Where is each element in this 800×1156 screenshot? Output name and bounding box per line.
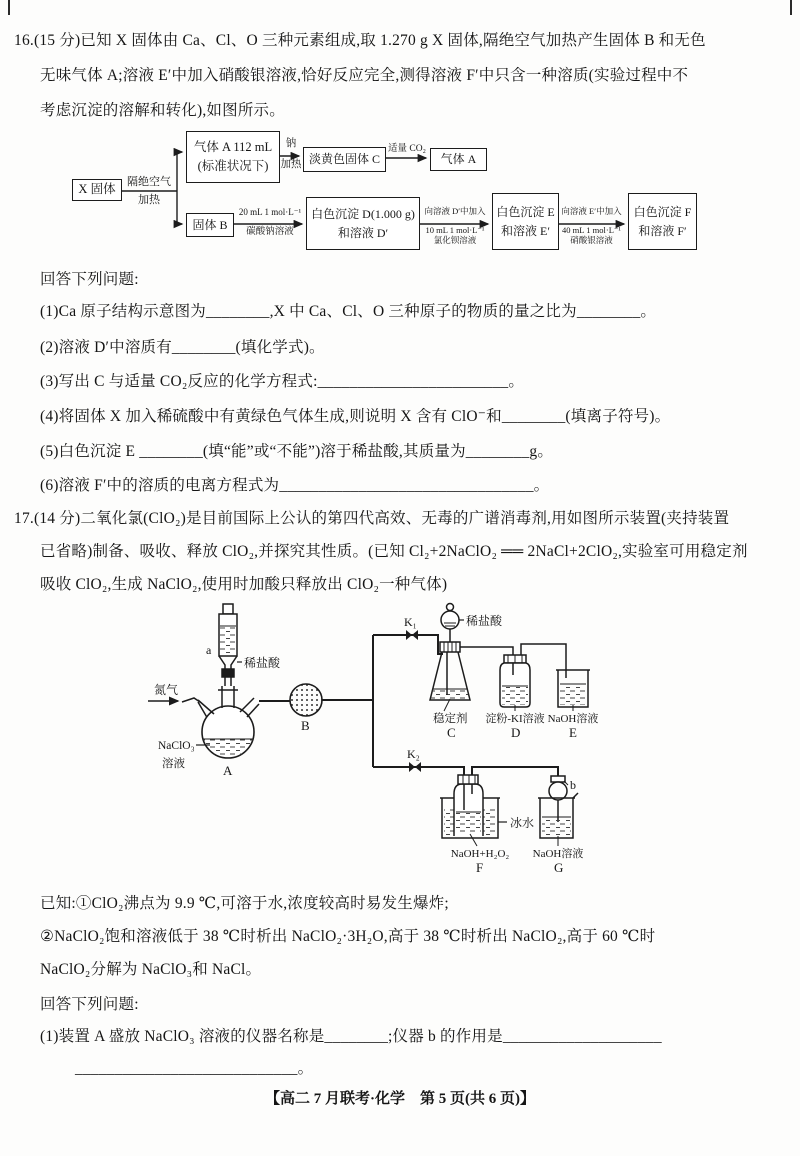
stabilizer-label: 稳定剂 <box>433 713 468 725</box>
flow-f-line2: 和溶液 F′ <box>638 223 687 238</box>
beaker-e-shape <box>556 670 590 707</box>
q16-prompt: 回答下列问题: <box>40 271 139 288</box>
q16-line-2: 无味气体 A;溶液 E′中加入硝酸银溶液,恰好反应完全,测得溶液 F′中只含一种溶质(实验过程中不 <box>40 67 689 84</box>
q16-line-3: 考虑沉淀的溶解和转化),如图所示。 <box>40 102 285 119</box>
q17-apparatus-figure <box>130 598 700 888</box>
q17-line-3: 吸收 ClO₂,生成 NaClO₂,使用时加酸只释放出 ClO₂一种气体) <box>40 576 448 593</box>
drying-ball-b-shape <box>290 684 322 716</box>
q16-line-1: 16.(15 分)已知 X 固体由 Ca、Cl、O 三种元素组成,取 1.270 g X 固体,隔绝空气加热产生固体 B 和无色 <box>14 32 706 49</box>
flow-cond-ba-1: 向溶液 D′中加入 <box>424 206 486 216</box>
flow-gas-a-line1: 气体 A 112 mL <box>193 139 273 154</box>
naclo3-label-2: 溶液 <box>162 758 185 770</box>
q16-question-3: (3)写出 C 与适量 CO₂反应的化学方程式:________________________。 <box>40 373 525 390</box>
flow-box-x-solid: X 固体 <box>72 179 122 201</box>
q16-question-4: (4)将固体 X 加入稀硫酸中有黄绿色气体生成,则说明 X 含有 ClO⁻和________(填离子符号)。 <box>40 408 671 425</box>
q17-known-3: NaClO₂分解为 NaClO₃和 NaCl。 <box>40 961 262 978</box>
flow-cond-heat: 加热 <box>138 194 160 206</box>
bulb-b-label: b <box>570 778 576 792</box>
flow-f-line1: 白色沉淀 F <box>633 204 692 219</box>
letter-f: F <box>476 860 484 875</box>
letter-d: D <box>511 725 521 740</box>
q16-question-1: (1)Ca 原子结构示意图为________,X 中 Ca、Cl、O 三种原子的物质的量之比为________。 <box>40 303 657 320</box>
page-footer: 【高二 7 月联考·化学 第 5 页(共 6 页)】 <box>265 1091 535 1107</box>
q17-line-2: 已省略)制备、吸收、释放 ClO₂,并探究其性质。(已知 Cl₂+2NaClO₂ ══ 2NaCl+2ClO₂,实验室可用稳定剂 <box>40 543 748 560</box>
flow-cond-soda-1: 20 mL 1 mol·L⁻¹ <box>238 207 302 217</box>
hcl-label-c: 稀盐酸 <box>466 614 503 628</box>
naoh-g-label: NaOH溶液 <box>532 848 584 860</box>
flow-cond-co2: 适量 CO₂ <box>388 144 426 154</box>
flow-cond-ba-2: 10 mL 1 mol·L⁻¹ <box>425 225 485 235</box>
flow-cond-na: 钠 <box>285 138 297 149</box>
flask-a-shape <box>198 686 259 759</box>
q17-prompt: 回答下列问题: <box>40 996 139 1013</box>
valve-k2-icon <box>409 762 421 772</box>
scan-mark-right <box>790 0 792 15</box>
q17-question-1-line-1: (1)装置 A 盛放 NaClO₃ 溶液的仪器名称是________;仪器 b 的作用是____________________ <box>40 1028 662 1045</box>
q16-question-5: (5)白色沉淀 E ________(填“能”或“不能”)溶于稀盐酸,其质量为________g。 <box>40 443 554 460</box>
flow-cond-ag-3: 硝酸银溶液 <box>570 235 613 245</box>
valve-k1-icon <box>406 630 418 640</box>
ice-water-label: 冰水 <box>510 816 535 830</box>
flow-box-solid-c: 淡黄色固体 C <box>303 147 386 172</box>
funnel-a-label: a <box>206 643 212 657</box>
flow-box-precip-d <box>306 197 420 250</box>
flow-cond-ag-1: 向溶液 E′中加入 <box>561 206 622 216</box>
flow-cond-soda-2: 碳酸钠溶液 <box>246 227 294 237</box>
flow-d-line2: 和溶液 D′ <box>337 225 389 240</box>
q17-line-1: 17.(14 分)二氧化氯(ClO₂)是目前国际上公认的第四代高效、无毒的广谱消毒剂,用如图所示装置(夹持装置 <box>14 510 730 527</box>
ice-bath-f-shape <box>440 775 500 838</box>
naclo3-label-1: NaClO₃ <box>158 740 195 752</box>
flow-box-precip-e <box>492 193 559 250</box>
starch-ki-label: 淀粉-KI溶液 <box>485 713 545 725</box>
flow-cond-na-heat: 加热 <box>280 159 302 170</box>
k2-label: K₂ <box>407 747 420 761</box>
flow-e-line1: 白色沉淀 E <box>496 204 555 219</box>
scan-mark-left <box>8 0 10 15</box>
q17-question-1-line-2: ____________________________。 <box>75 1060 314 1077</box>
letter-a: A <box>223 763 233 778</box>
q17-known-2: ②NaClO₂饱和溶液低于 38 ℃时析出 NaClO₂·3H₂O,高于 38 ℃时析出 NaClO₂,高于 60 ℃时 <box>40 928 656 945</box>
q16-question-6: (6)溶液 F′中的溶质的电离方程式为________________________________。 <box>40 477 550 494</box>
k1-label: K₁ <box>404 615 417 629</box>
flow-box-gas-a <box>186 131 280 183</box>
naoh-h2o2-label: NaOH+H₂O₂ <box>450 848 510 860</box>
letter-c: C <box>447 725 456 740</box>
flow-d-line1: 白色沉淀 D(1.000 g) <box>311 206 415 221</box>
q17-known-1: 已知:①ClO₂沸点为 9.9 ℃,可溶于水,浓度较高时易发生爆炸; <box>40 895 449 912</box>
letter-b-ball: B <box>301 718 310 733</box>
flow-cond-ba-3: 氯化钡溶液 <box>433 235 477 245</box>
bottle-d-shape <box>500 644 566 707</box>
flow-cond-isolate-air: 隔绝空气 <box>127 176 171 188</box>
manifold-pipes <box>373 635 558 778</box>
hcl-label-a: 稀盐酸 <box>244 656 281 670</box>
naoh-e-label: NaOH溶液 <box>547 713 599 725</box>
nitrogen-label: 氮气 <box>154 683 179 697</box>
dropping-funnel-a-shape <box>219 604 237 686</box>
q16-flowchart <box>0 125 800 263</box>
q16-question-2: (2)溶液 D′中溶质有________(填化学式)。 <box>40 339 325 356</box>
flow-box-solid-b: 固体 B <box>186 213 234 237</box>
flow-cond-ag-2: 40 mL 1 mol·L⁻¹ <box>562 225 621 235</box>
flow-gas-a-line2: (标准状况下) <box>197 159 269 173</box>
letter-e: E <box>569 725 577 740</box>
flow-e-line2: 和溶液 E′ <box>501 223 550 238</box>
letter-g: G <box>554 860 564 875</box>
flow-box-gas-a-small: 气体 A <box>430 148 487 171</box>
flow-box-precip-f <box>628 193 697 250</box>
